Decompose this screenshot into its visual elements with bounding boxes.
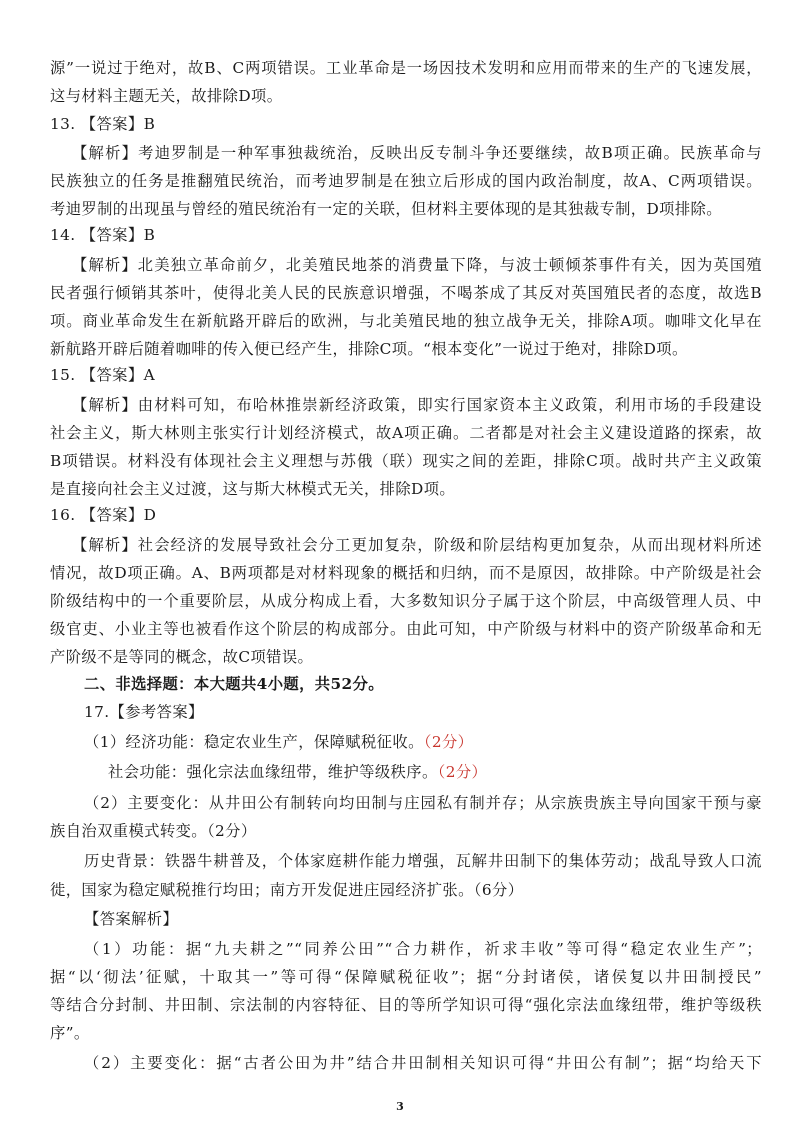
text-line: 项。商业革命发生在新航路开辟后的欧洲，与北美殖民地的独立战争无关，排除A项。咖啡文化早在 — [50, 312, 762, 330]
section-heading: 二、非选择题：本大题共4小题，共52分。 — [84, 675, 384, 693]
text-line: 序”。 — [50, 1024, 90, 1042]
text-line: 这与材料主题无关，故排除D项。 — [50, 87, 283, 105]
score-label: （2分） — [423, 733, 474, 751]
analysis-line: 【解析】北美独立革命前夕，北美殖民地茶的消费量下降，与波士顿倾茶事件有关，因为英国殖 — [72, 256, 762, 274]
text-line: 产阶级不是等同的概念，故C项错误。 — [50, 648, 314, 666]
answer-text: （1）经济功能：稳定农业生产，保障赋税征收。 — [84, 733, 424, 751]
answer-heading: 14. 【答案】B — [50, 226, 156, 244]
text-line: 新航路开辟后随着咖啡的传入便已经产生，排除C项。“根本变化”一说过于绝对，排除D项。 — [50, 340, 688, 358]
text-line: B项错误。材料没有体现社会主义理想与苏俄（联）现实之间的差距，排除C项。战时共产主义政策 — [50, 452, 762, 470]
reference-answer-heading: 17.【参考答案】 — [84, 703, 204, 721]
page-number: 3 — [396, 1100, 404, 1113]
text-line: （1）功能：据“九夫耕之”“同养公田”“合力耕作，祈求丰收”等可得“稳定农业生产”； — [84, 940, 762, 958]
score-label: （2分） — [437, 763, 488, 781]
answer-heading: 13. 【答案】B — [50, 115, 156, 133]
answer-heading: 15. 【答案】A — [50, 366, 156, 384]
text-line: 是直接向社会主义过渡，这与斯大林模式无关，排除D项。 — [50, 480, 456, 498]
analysis-line: 【解析】由材料可知，布哈林推崇新经济政策，即实行国家资本主义政策，利用市场的手段建设 — [72, 396, 762, 414]
answer-heading: 16. 【答案】D — [50, 506, 157, 524]
text-line: 历史背景：铁器牛耕普及，个体家庭耕作能力增强，瓦解井田制下的集体劳动；战乱导致人口流 — [84, 852, 762, 870]
text-line: 民族独立的任务是推翻殖民统治，而考迪罗制是在独立后形成的国内政治制度，故A、C两项错误。 — [50, 172, 762, 190]
text-line: 社会主义，斯大林则主张实行计划经济模式，故A项正确。二者都是对社会主义建设道路的探索，故 — [50, 424, 762, 442]
answer-analysis-heading: 【答案解析】 — [84, 910, 179, 928]
text-line: （2）主要变化：从井田公有制转向均田制与庄园私有制并存；从宗族贵族主导向国家干预与豪 — [84, 794, 762, 812]
text-line: 情况，故D项正确。A、B两项都是对材料现象的概括和归纳，而不是原因，故排除。中产阶级是社会 — [50, 564, 762, 582]
text-line: 阶级结构中的一个重要阶层，从成分构成上看，大多数知识分子属于这个阶层，中高级管理人员、中 — [50, 592, 762, 610]
answer-line — [108, 762, 762, 782]
text-line: 源”一说过于绝对，故B、C两项错误。工业革命是一场因技术发明和应用而带来的生产的飞速发展， — [50, 59, 762, 77]
text-line: 族自治双重模式转变。（2分） — [50, 822, 257, 840]
text-line: （2）主要变化：据“古者公田为井”结合井田制相关知识可得“井田公有制”；据“均给天下 — [84, 1054, 762, 1072]
text-line: 民者强行倾销其茶叶，使得北美人民的民族意识增强，不喝茶成了其反对英国殖民者的态度，故选B — [50, 284, 762, 302]
answer-text: 社会功能：强化宗法血缘纽带，维护等级秩序。 — [108, 763, 438, 781]
answer-line — [84, 732, 762, 752]
text-line: 据“以‘彻法’征赋，十取其一”等可得“保障赋税征收”；据“分封诸侯，诸侯复以井田制授民” — [50, 968, 762, 986]
analysis-line: 【解析】考迪罗制是一种军事独裁统治，反映出反专制斗争还要继续，故B项正确。民族革命与 — [72, 144, 762, 162]
text-line: 考迪罗制的出现虽与曾经的殖民统治有一定的关联，但材料主要体现的是其独裁专制，D项排除。 — [50, 200, 722, 218]
text-line: 等结合分封制、井田制、宗法制的内容特征、目的等所学知识可得“强化宗法血缘纽带，维护等级秩 — [50, 996, 762, 1014]
analysis-line: 【解析】社会经济的发展导致社会分工更加复杂，阶级和阶层结构更加复杂，从而出现材料所述 — [72, 536, 762, 554]
text-line: 徙，国家为稳定赋税推行均田；南方开发促进庄园经济扩张。（6分） — [50, 881, 524, 899]
text-line: 级官吏、小业主等也被看作这个阶层的构成部分。由此可知，中产阶级与材料中的资产阶级革命和无 — [50, 620, 762, 638]
